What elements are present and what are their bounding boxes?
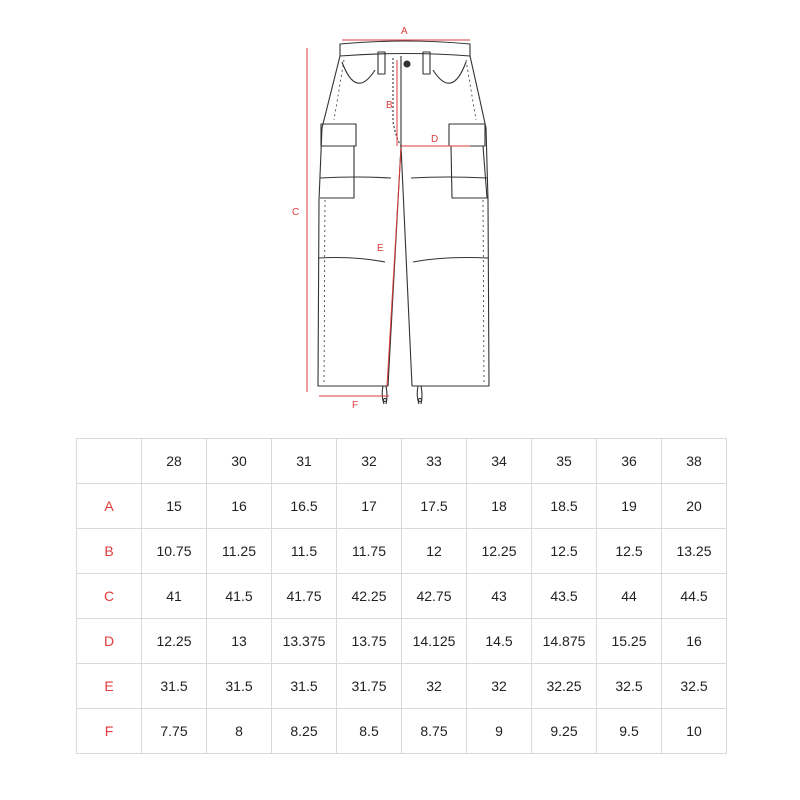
table-cell: 43.5 [532,574,597,619]
measurement-label: F [77,709,142,754]
table-cell: 9 [467,709,532,754]
dimension-label-d: D [431,134,439,145]
dimension-label-c: C [292,207,300,218]
size-header-cell: 36 [597,439,662,484]
table-cell: 12.25 [142,619,207,664]
table-cell: 15.25 [597,619,662,664]
measurement-label: B [77,529,142,574]
table-cell: 42.75 [402,574,467,619]
table-cell: 8.5 [337,709,402,754]
table-cell: 12.5 [532,529,597,574]
size-chart-table [76,438,727,754]
table-cell: 9.25 [532,709,597,754]
table-cell: 17.5 [402,484,467,529]
table-cell: 15 [142,484,207,529]
table-cell: 13 [207,619,272,664]
dimension-label-f: F [352,400,359,411]
measurement-label: C [77,574,142,619]
dimension-lines [307,40,470,396]
table-cell: 7.75 [142,709,207,754]
table-cell: 32.25 [532,664,597,709]
size-header-cell: 33 [402,439,467,484]
table-cell: 8 [207,709,272,754]
table-cell: 11.25 [207,529,272,574]
table-cell: 13.75 [337,619,402,664]
size-header-cell: 30 [207,439,272,484]
table-cell: 9.5 [597,709,662,754]
table-cell: 12.25 [467,529,532,574]
dimension-label-b: B [386,100,393,111]
table-cell: 32.5 [597,664,662,709]
dimension-label-e: E [377,243,384,254]
size-header-cell: 34 [467,439,532,484]
table-cell: 32 [402,664,467,709]
table-cell: 42.25 [337,574,402,619]
table-cell: 31.5 [272,664,337,709]
table-row [77,709,727,754]
measurement-label: D [77,619,142,664]
table-cell: 17 [337,484,402,529]
table-cell: 8.75 [402,709,467,754]
table-cell: 44.5 [662,574,727,619]
measurement-label: A [77,484,142,529]
dimension-label-a: A [401,26,408,37]
table-row [77,574,727,619]
table-cell: 12 [402,529,467,574]
table-cell: 14.5 [467,619,532,664]
table-cell: 41.5 [207,574,272,619]
table-cell: 8.25 [272,709,337,754]
table-cell: 13.375 [272,619,337,664]
table-cell: 44 [597,574,662,619]
table-cell: 11.75 [337,529,402,574]
table-cell: 43 [467,574,532,619]
size-header-cell: 31 [272,439,337,484]
table-cell: 16.5 [272,484,337,529]
table-cell: 41.75 [272,574,337,619]
table-cell: 18 [467,484,532,529]
size-header-cell: 28 [142,439,207,484]
table-cell: 18.5 [532,484,597,529]
table-row [77,664,727,709]
measurement-label: E [77,664,142,709]
table-cell: 19 [597,484,662,529]
table-cell: 31.5 [142,664,207,709]
table-row [77,484,727,529]
table-cell: 20 [662,484,727,529]
table-cell: 14.125 [402,619,467,664]
size-header-row [77,439,727,484]
table-cell: 13.25 [662,529,727,574]
size-header-cell: 32 [337,439,402,484]
table-cell: 12.5 [597,529,662,574]
table-cell: 41 [142,574,207,619]
corner-cell [77,439,142,484]
size-header-cell: 38 [662,439,727,484]
table-cell: 11.5 [272,529,337,574]
table-cell: 31.5 [207,664,272,709]
table-row [77,619,727,664]
size-header-cell: 35 [532,439,597,484]
table-cell: 16 [662,619,727,664]
table-cell: 10 [662,709,727,754]
table-cell: 32 [467,664,532,709]
table-cell: 32.5 [662,664,727,709]
table-cell: 31.75 [337,664,402,709]
table-cell: 10.75 [142,529,207,574]
pants-outline [318,41,489,404]
table-cell: 14.875 [532,619,597,664]
table-row [77,529,727,574]
table-cell: 16 [207,484,272,529]
